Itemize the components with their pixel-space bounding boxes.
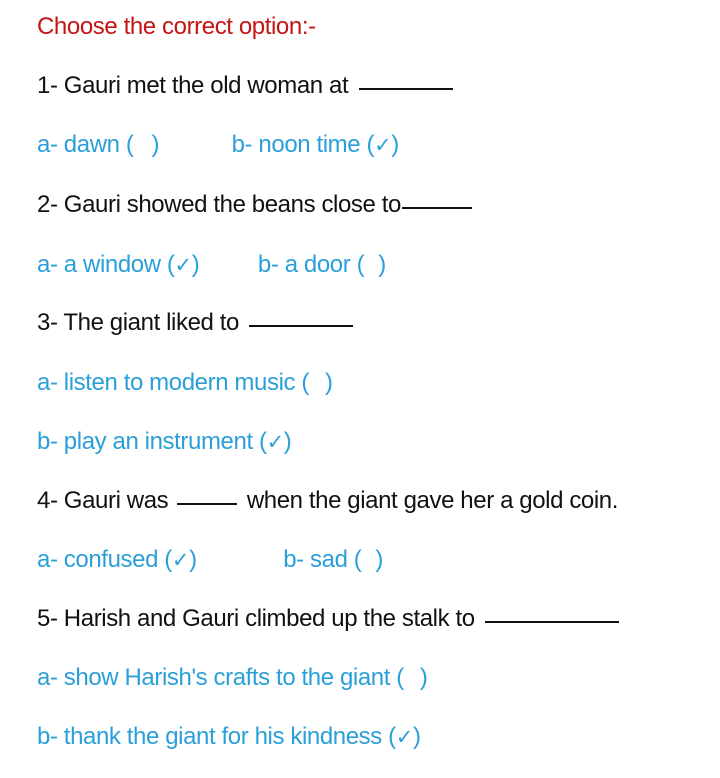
- checkmark-icon: ✓: [374, 133, 392, 157]
- answer-blank: [359, 88, 453, 90]
- page-title: Choose the correct option:-: [37, 13, 316, 40]
- answer-blank: [402, 207, 472, 209]
- question-5: [37, 604, 619, 634]
- answer-blank: [177, 503, 237, 505]
- option-b: b- sad ( ): [283, 546, 383, 573]
- option-b: b- a door ( ): [257, 251, 386, 278]
- question-2-options: [37, 250, 386, 280]
- checkmark-icon: ✓: [174, 253, 192, 277]
- option-a: a- confused (✓): [37, 546, 197, 573]
- question-2: [37, 190, 472, 220]
- answer-blank: [485, 621, 619, 623]
- question-4-text-before: 4- Gauri was: [37, 487, 169, 514]
- question-3-option-a: a- listen to modern music ( ): [37, 369, 333, 396]
- question-3: [37, 308, 353, 338]
- question-3-option-b: b- play an instrument (✓): [37, 428, 292, 455]
- checkmark-icon: ✓: [266, 430, 284, 454]
- question-3-text: 3- The giant liked to: [37, 309, 239, 336]
- question-4-text-after: when the giant gave her a gold coin.: [246, 487, 619, 514]
- question-1-options: [37, 130, 399, 160]
- checkmark-icon: ✓: [171, 548, 190, 572]
- question-4-options: [37, 545, 383, 575]
- option-b: b- noon time (✓): [231, 131, 399, 158]
- question-4: [37, 486, 618, 516]
- answer-blank: [249, 325, 353, 327]
- question-2-text: 2- Gauri showed the beans close to: [37, 191, 401, 218]
- question-5-option-a: a- show Harish's crafts to the giant ( ): [37, 664, 428, 691]
- option-a: a- a window (✓): [37, 251, 200, 278]
- question-1: [37, 71, 453, 101]
- question-5-text: 5- Harish and Gauri climbed up the stalk to: [37, 605, 475, 632]
- question-1-text: 1- Gauri met the old woman at: [37, 72, 349, 99]
- option-a: a- dawn ( ): [37, 131, 160, 158]
- checkmark-icon: ✓: [395, 725, 413, 749]
- question-5-option-b: b- thank the giant for his kindness (✓): [37, 723, 421, 750]
